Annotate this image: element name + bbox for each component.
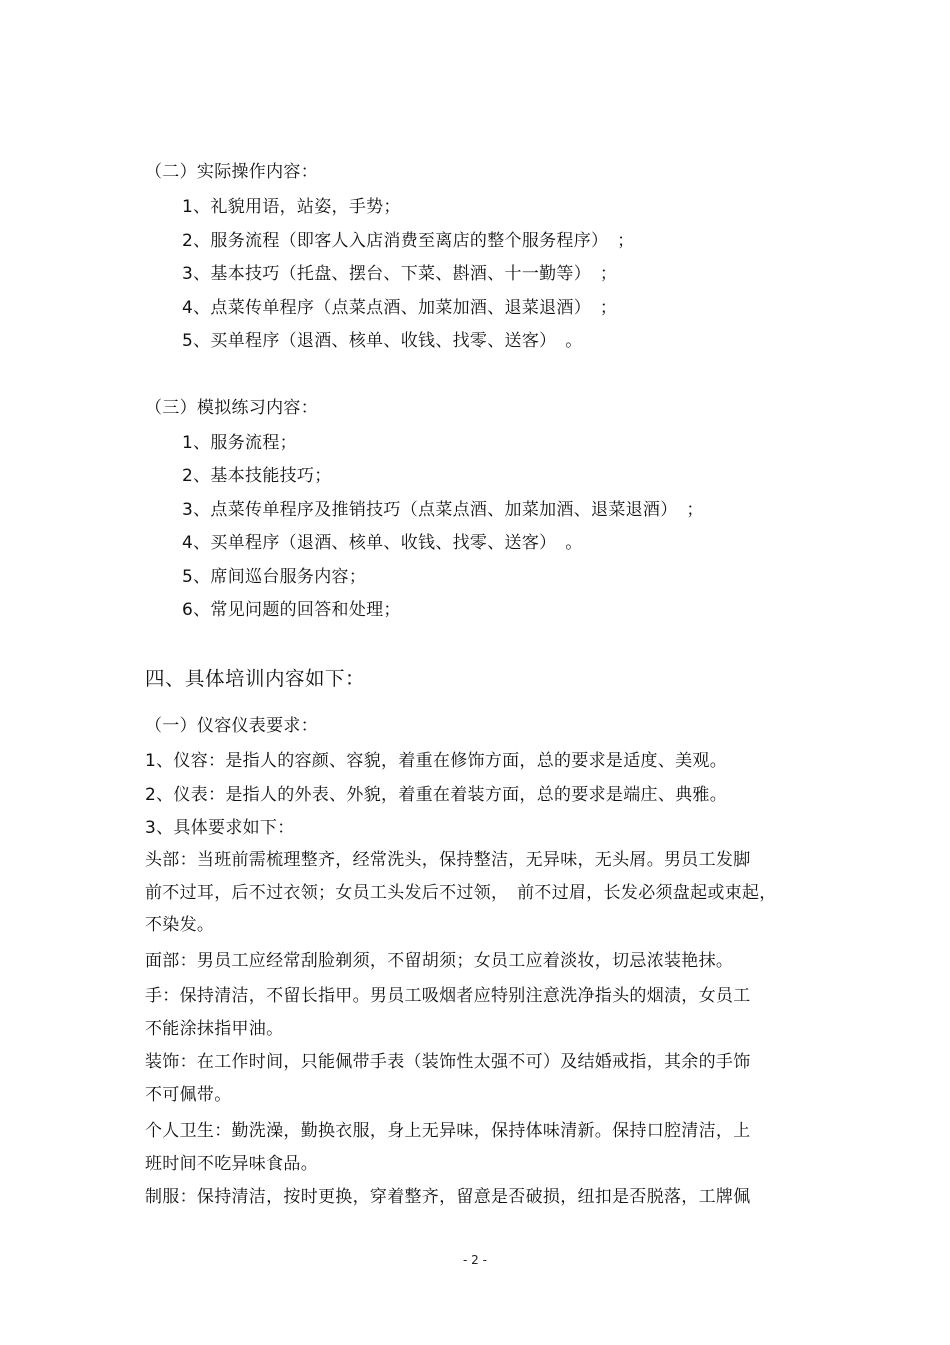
paragraph-line: 制服：保持清洁，按时更换，穿着整齐，留意是否破损，纽扣是否脱落，工牌佩: [145, 1187, 751, 1207]
list-item: 2、基本技能技巧；: [182, 466, 332, 486]
list-item: 3、基本技巧（托盘、摆台、下菜、斟酒、十一勤等） ；: [182, 264, 618, 284]
paragraph-line: 班时间不吃异味食品。: [145, 1154, 318, 1174]
list-item: 1、礼貌用语，站姿，手势；: [182, 197, 401, 217]
chapter-heading: 四、具体培训内容如下：: [145, 667, 366, 690]
list-item: 2、服务流程（即客人入店消费至离店的整个服务程序） ；: [182, 231, 635, 251]
paragraph-line: 前不过耳，后不过衣领；女员工头发后不过领， 前不过眉，长发必须盘起或束起，: [145, 883, 777, 903]
paragraph-line: 面部：男员工应经常刮脸剃须，不留胡须；女员工应着淡妆，切忌浓装艳抹。: [145, 951, 734, 971]
list-item: 5、席间巡台服务内容；: [182, 567, 367, 587]
list-item: 1、服务流程；: [182, 433, 297, 453]
paragraph-line: 不能涂抹指甲油。: [145, 1019, 284, 1039]
section-title-practical: （二）实际操作内容：: [145, 162, 318, 182]
list-item: 6、常见问题的回答和处理；: [182, 600, 401, 620]
paragraph-line: 不可佩带。: [145, 1085, 232, 1105]
list-item: 4、买单程序（退酒、核单、收钱、找零、送客） 。: [182, 533, 583, 553]
paragraph-line: 手：保持清洁，不留长指甲。男员工吸烟者应特别注意洗净指头的烟渍，女员工: [145, 986, 751, 1006]
page-number: - 2 -: [463, 1253, 487, 1267]
paragraph-line: 1、仪容：是指人的容颜、容貌，着重在修饰方面，总的要求是适度、美观。: [145, 751, 728, 771]
paragraph-line: 装饰：在工作时间，只能佩带手表（装饰性太强不可）及结婚戒指，其余的手饰: [145, 1052, 751, 1072]
paragraph-line: 3、具体要求如下：: [145, 818, 295, 838]
paragraph-line: 个人卫生：勤洗澡，勤换衣服，身上无异味，保持体味清新。保持口腔清洁，上: [145, 1121, 751, 1141]
list-item: 5、买单程序（退酒、核单、收钱、找零、送客） 。: [182, 331, 583, 351]
paragraph-line: 头部：当班前需梳理整齐，经常洗头，保持整洁，无异味，无头屑。男员工发脚: [145, 850, 751, 870]
section-title-simulation: （三）模拟练习内容：: [145, 398, 318, 418]
list-item: 3、点菜传单程序及推销技巧（点菜点酒、加菜加酒、退菜退酒） ；: [182, 500, 704, 520]
paragraph-line: 不染发。: [145, 915, 215, 935]
subsection-title: （一）仪容仪表要求：: [145, 716, 318, 736]
list-item: 4、点菜传单程序（点菜点酒、加菜加酒、退菜退酒） ；: [182, 298, 618, 318]
paragraph-line: 2、仪表：是指人的外表、外貌，着重在着装方面，总的要求是端庄、典雅。: [145, 785, 728, 805]
